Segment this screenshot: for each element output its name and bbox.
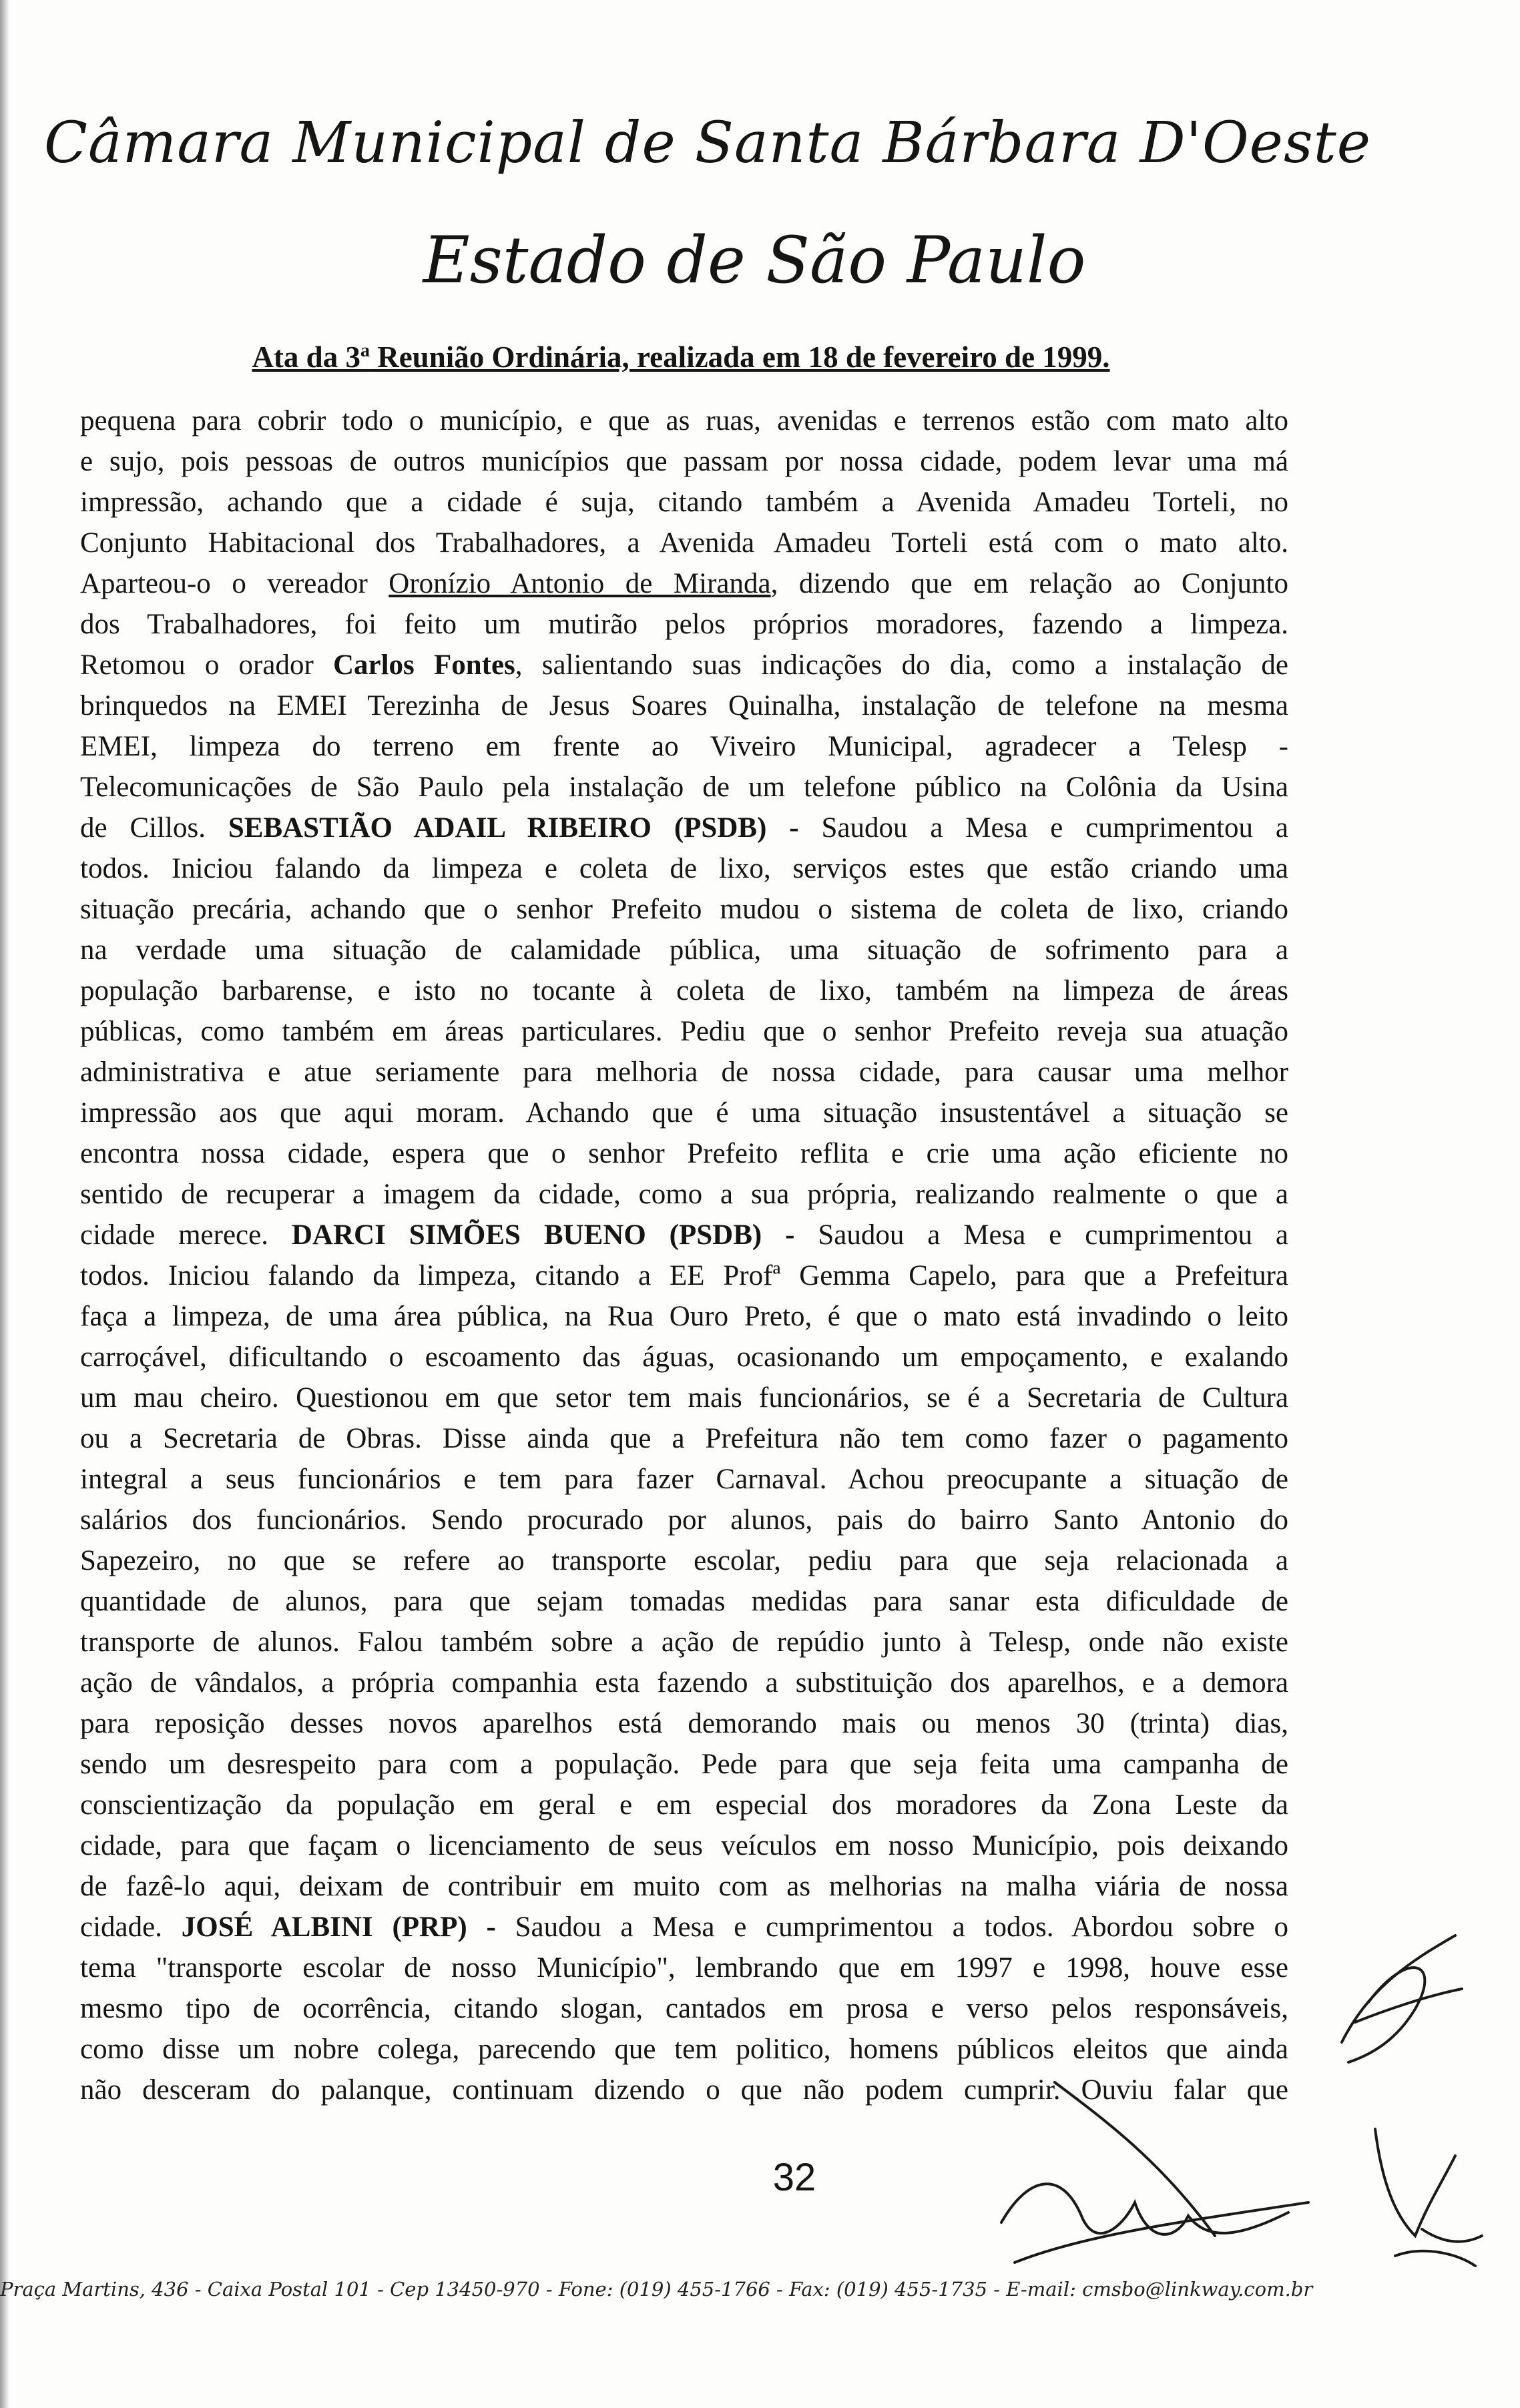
text-segment: impressão, achando que a cidade é suja, citando também a Avenida Amadeu Torteli, no: [80, 487, 1288, 518]
text-line: [80, 1540, 1288, 1581]
text-line: [80, 808, 1288, 848]
text-segment: todos. Iniciou falando da limpeza, citando a EE Profª Gemma Capelo, para que a Prefeitura: [80, 1260, 1288, 1291]
text-segment: cidade merece.: [80, 1219, 292, 1251]
text-line: [80, 1378, 1288, 1418]
text-line: [80, 1255, 1288, 1296]
text-segment: situação precária, achando que o senhor Prefeito mudou o sistema de coleta de lixo, criando: [80, 894, 1288, 925]
text-segment: de fazê-lo aqui, deixam de contribuir em muito com as melhorias na malha viária de nossa: [80, 1871, 1288, 1902]
text-segment: encontra nossa cidade, espera que o senhor Prefeito reflita e crie uma ação eficiente no: [80, 1138, 1288, 1169]
text-segment: Saudou a Mesa e cumprimentou a todos. Abordou sobre o: [495, 1911, 1288, 1943]
text-line: [80, 970, 1288, 1011]
text-line: [80, 685, 1288, 726]
text-segment: todos. Iniciou falando da limpeza e coleta de lixo, serviços estes que estão criando uma: [80, 853, 1288, 884]
text-line: [80, 726, 1288, 767]
ata-title-suffix: Reunião Ordinária, realizada em 18 de fevereiro de 1999.: [369, 340, 1110, 374]
text-segment: Retomou o orador: [80, 649, 333, 681]
text-line: [80, 1011, 1288, 1052]
minutes-body-text: [80, 400, 1288, 2110]
ata-title: [187, 332, 1175, 376]
text-line: [80, 1947, 1288, 1988]
text-segment: ou a Secretaria de Obras. Disse ainda que a Prefeitura não tem como fazer o pagamento: [80, 1423, 1288, 1454]
text-segment: Saudou a Mesa e cumprimentou a: [798, 812, 1288, 844]
speaker-name: Carlos Fontes: [332, 649, 515, 681]
text-segment: Aparteou-o o vereador: [80, 568, 389, 599]
text-line: [80, 1174, 1288, 1215]
text-line: [80, 1459, 1288, 1500]
text-segment: conscientização da população em geral e em especial dos moradores da Zona Leste da: [80, 1789, 1288, 1821]
text-line: [80, 1052, 1288, 1093]
text-segment: impressão aos que aqui moram. Achando que é uma situação insustentável a situação se: [80, 1097, 1288, 1129]
page-number: 32: [772, 2156, 816, 2199]
text-segment: para reposição desses novos aparelhos está demorando mais ou menos 30 (trinta) dias,: [80, 1708, 1288, 1739]
text-line: [80, 1418, 1288, 1459]
text-line: [80, 1296, 1288, 1337]
text-segment: dos Trabalhadores, foi feito um mutirão pelos próprios moradores, fazendo a limpeza.: [80, 609, 1288, 640]
text-line: [80, 604, 1288, 645]
text-segment: como disse um nobre colega, parecendo que tem politico, homens públicos eleitos que ainda: [80, 2034, 1288, 2065]
text-line: [80, 767, 1288, 808]
text-line: [80, 1988, 1288, 2029]
text-segment: faça a limpeza, de uma área pública, na Rua Ouro Preto, é que o mato está invadindo o leito: [80, 1301, 1288, 1332]
text-segment: carroçável, dificultando o escoamento das águas, ocasionando um empoçamento, e exalando: [80, 1341, 1288, 1373]
text-segment: EMEI, limpeza do terreno em frente ao Viveiro Municipal, agradecer a Telesp -: [80, 731, 1288, 762]
text-segment: Saudou a Mesa e cumprimentou a: [794, 1219, 1288, 1251]
text-segment: Sapezeiro, no que se refere ao transporte escolar, pediu para que seja relacionada a: [80, 1545, 1288, 1576]
text-segment: transporte de alunos. Falou também sobre a ação de repúdio junto à Telesp, onde não existe: [80, 1626, 1288, 1658]
text-segment: quantidade de alunos, para que sejam tomadas medidas para sanar esta dificuldade de: [80, 1586, 1288, 1617]
text-line: [80, 441, 1288, 482]
text-line: [80, 645, 1288, 685]
state-heading: Estado de São Paulo: [423, 223, 1086, 298]
text-line: [80, 1133, 1288, 1174]
text-line: [80, 1907, 1288, 1947]
text-line: [80, 1663, 1288, 1703]
text-segment: um mau cheiro. Questionou em que setor tem mais funcionários, se é a Secretaria de Cultura: [80, 1382, 1288, 1414]
text-line: [80, 1825, 1288, 1866]
text-segment: sendo um desrespeito para com a população. Pede para que seja feita uma campanha de: [80, 1749, 1288, 1780]
text-segment: não desceram do palanque, continuam dizendo o que não podem cumprir. Ouviu falar que: [80, 2074, 1288, 2106]
signature-mark-bottom-right: [1355, 2102, 1489, 2276]
signature-mark-top-right: [1328, 1909, 1475, 2082]
text-segment: , salientando suas indicações do dia, como a instalação de: [515, 649, 1288, 681]
text-line: [80, 1866, 1288, 1907]
text-segment: cidade, para que façam o licenciamento de seus veículos em nosso Município, pois deixando: [80, 1830, 1288, 1861]
scan-edge-shadow: [0, 0, 9, 2408]
text-segment: cidade.: [80, 1911, 182, 1943]
text-segment: Conjunto Habitacional dos Trabalhadores, a Avenida Amadeu Torteli está com o mato alto.: [80, 527, 1288, 559]
text-segment: sentido de recuperar a imagem da cidade, como a sua própria, realizando realmente o que a: [80, 1179, 1288, 1210]
text-segment: tema "transporte escolar de nosso Município", lembrando que em 1997 e 1998, houve esse: [80, 1952, 1288, 1984]
text-line: [80, 400, 1288, 441]
speaker-name: DARCI SIMÕES BUENO (PSDB) -: [291, 1219, 795, 1251]
speaker-name: SEBASTIÃO ADAIL RIBEIRO (PSDB) -: [228, 812, 799, 844]
text-line: [80, 930, 1288, 970]
ata-title-ordinal: a: [360, 340, 370, 361]
speaker-name: JOSÉ ALBINI (PRP) -: [181, 1911, 496, 1943]
underlined-name: Oronízio Antonio de Miranda: [389, 568, 771, 599]
text-line: [80, 1500, 1288, 1540]
text-line: [80, 523, 1288, 563]
text-line: [80, 563, 1288, 604]
text-line: [80, 1337, 1288, 1378]
text-segment: administrativa e atue seriamente para melhoria de nossa cidade, para causar uma melhor: [80, 1057, 1288, 1088]
text-line: [80, 1703, 1288, 1744]
text-segment: população barbarense, e isto no tocante à coleta de lixo, também na limpeza de áreas: [80, 975, 1288, 1006]
text-line: [80, 1093, 1288, 1133]
text-line: [80, 1622, 1288, 1663]
text-line: [80, 1744, 1288, 1785]
text-segment: pequena para cobrir todo o município, e que as ruas, avenidas e terrenos estão com mato alto: [80, 405, 1288, 436]
text-segment: ação de vândalos, a própria companhia esta fazendo a substituição dos aparelhos, e a demora: [80, 1667, 1288, 1699]
text-line: [80, 1785, 1288, 1825]
text-line: [80, 2029, 1288, 2070]
text-segment: de Cillos.: [80, 812, 228, 844]
text-segment: , dizendo que em relação ao Conjunto: [770, 568, 1288, 599]
text-segment: integral a seus funcionários e tem para fazer Carnaval. Achou preocupante a situação de: [80, 1464, 1288, 1495]
text-line: [80, 848, 1288, 889]
text-line: [80, 889, 1288, 930]
text-segment: públicas, como também em áreas particulares. Pediu que o senhor Prefeito reveja sua atuação: [80, 1016, 1288, 1047]
chamber-name-heading: Câmara Municipal de Santa Bárbara D'Oeste: [43, 110, 1372, 176]
ata-title-prefix: Ata da 3: [252, 340, 360, 374]
text-segment: salários dos funcionários. Sendo procurado por alunos, pais do bairro Santo Antonio do: [80, 1504, 1288, 1536]
footer-address: Praça Martins, 436 - Caixa Postal 101 - Cep 13450-970 - Fone: (019) 455-1766 - Fax: (019) 455-1735 - E-mail: cmsbo@linkway.com.br: [0, 2278, 1313, 2301]
text-segment: Telecomunicações de São Paulo pela instalação de um telefone público na Colônia da Usina: [80, 772, 1288, 803]
text-segment: na verdade uma situação de calamidade pública, uma situação de sofrimento para a: [80, 934, 1288, 966]
text-line: [80, 1581, 1288, 1622]
text-segment: brinquedos na EMEI Terezinha de Jesus Soares Quinalha, instalação de telefone na mesma: [80, 690, 1288, 721]
text-segment: e sujo, pois pessoas de outros municípios que passam por nossa cidade, podem levar uma má: [80, 446, 1288, 477]
signature-mark-bottom-center: [975, 2069, 1322, 2289]
text-line: [80, 1215, 1288, 1255]
text-segment: mesmo tipo de ocorrência, citando slogan, cantados em prosa e verso pelos responsáveis,: [80, 1993, 1288, 2024]
text-line: [80, 482, 1288, 523]
